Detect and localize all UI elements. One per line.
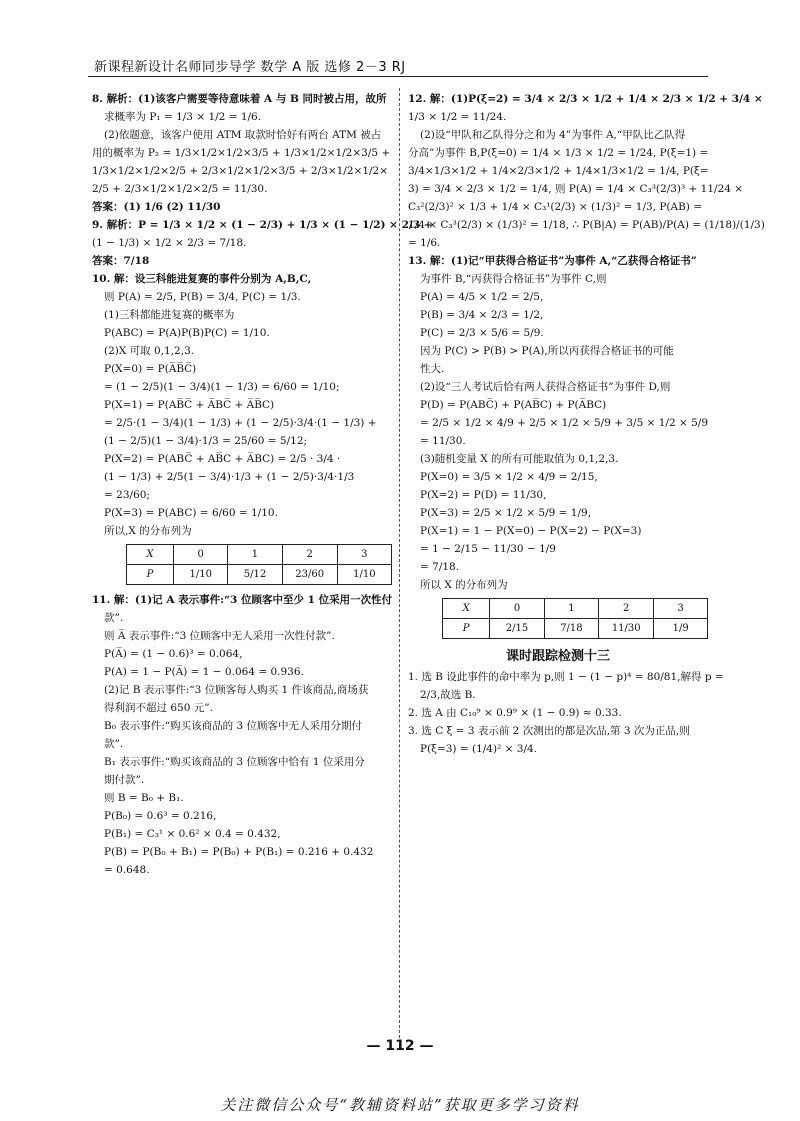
table-cell: 7/18	[544, 619, 598, 639]
table-row	[127, 545, 392, 565]
text-line: = 2/5 × 1/2 × 4/9 + 2/5 × 1/2 × 5/9 + 3/5 × 1/2 × 5/9	[420, 417, 709, 429]
text-line: (2)X 可取 0,1,2,3.	[104, 345, 195, 357]
text-line: B₁ 表示事件:“购买该商品的 3 位顾客中恰有 1 位采用分	[104, 756, 365, 768]
table-cell: 3	[654, 599, 708, 619]
text-line: 性大.	[420, 363, 445, 375]
text-line: (3)随机变量 X 的所有可能取值为 0,1,2,3.	[420, 453, 619, 465]
text-line: 3. 选 C ξ = 3 表示前 2 次测出的都是次品,第 3 次为正品,则	[408, 725, 690, 737]
text-line: 分高”为事件 B,P(ξ=0) = 1/4 × 1/3 × 1/2 = 1/24, P(ξ=1) =	[408, 147, 709, 159]
table-cell: 1/10	[337, 565, 391, 585]
text-line: = 2/5·(1 − 3/4)(1 − 1/3) + (1 − 2/5)·3/4·(1 − 1/3) +	[104, 417, 377, 429]
text-line: 8. 解析：(1)该客户需要等待意味着 A 与 B 同时被占用，故所	[92, 93, 387, 105]
text-line: P(C) = 2/3 × 5/6 = 5/9.	[420, 327, 544, 339]
text-line: 10. 解：设三科能进复赛的事件分别为 A,B,C,	[92, 273, 312, 285]
text-line: = 11/30.	[420, 435, 466, 447]
text-line: 款”.	[104, 738, 124, 750]
table-cell: 11/30	[599, 619, 654, 639]
text-line: (1 − 1/3) × 1/2 × 2/3 = 7/18.	[92, 237, 247, 249]
text-line: = 0.648.	[104, 864, 150, 876]
table-cell: P	[127, 565, 174, 585]
text-line: 2. 选 A 由 C₁₀⁹ × 0.9⁹ × (1 − 0.9) ≈ 0.33.	[408, 707, 622, 719]
text-line: P(ABC) = P(A)P(B)P(C) = 1/10.	[104, 327, 270, 339]
text-line: P(A) = 1 − P(A̅) = 1 − 0.064 = 0.936.	[104, 666, 304, 678]
text-line: P(ξ=3) = (1/4)² × 3/4.	[420, 743, 538, 755]
text-line: = (1 − 2/5)(1 − 3/4)(1 − 1/3) = 6/60 = 1/10;	[104, 381, 340, 393]
text-line: P(X=3) = P(ABC) = 6/60 = 1/10.	[104, 507, 278, 519]
footer-note: 关注微信公众号“教辅资料站”获取更多学习资料	[220, 1096, 580, 1114]
text-line: = 23/60;	[104, 489, 150, 501]
text-line: P(B₁) = C₃¹ × 0.6² × 0.4 = 0.432,	[104, 828, 281, 840]
text-line: P(X=3) = 2/5 × 1/2 × 5/9 = 1/9,	[420, 507, 592, 519]
text-line: P(X=2) = P(D) = 11/30,	[420, 489, 547, 501]
text-line: 答案：7/18	[92, 255, 150, 267]
table-cell: 1/9	[654, 619, 708, 639]
text-line: 1/4 × C₃³(2/3) × (1/3)² = 1/18, ∴ P(B|A) = P(AB)/P(A) = (1/18)/(1/3)	[408, 219, 765, 231]
text-line: 答案：(1) 1/6 (2) 11/30	[92, 201, 221, 213]
right-text-block-2	[408, 668, 724, 758]
text-line: P(X=1) = 1 − P(X=0) − P(X=2) − P(X=3)	[420, 525, 642, 537]
table-cell: P	[443, 619, 490, 639]
text-line: 求概率为 P₁ = 1/3 × 1/2 = 1/6.	[104, 111, 262, 123]
text-line: P(A̅) = (1 − 0.6)³ = 0.064,	[104, 648, 243, 660]
table-cell: X	[443, 599, 490, 619]
text-line: 期付款”.	[104, 774, 145, 786]
text-line: 所以 X 的分布列为	[420, 579, 508, 591]
text-line: (2)记 B 表示事件:“3 位顾客每人购买 1 件该商品,商场获	[104, 684, 369, 696]
text-line: (2)设“三人考试后恰有两人获得合格证书”为事件 D,则	[420, 381, 671, 393]
text-line: B₀ 表示事件:“购买该商品的 3 位顾客中无人采用分期付	[104, 720, 363, 732]
section-title: 课时跟踪检测十三	[505, 649, 610, 664]
text-line: C₃²(2/3)² × 1/3 + 1/4 × C₃¹(2/3) × (1/3)² = 1/3, P(AB) =	[408, 201, 703, 213]
text-line: (1 − 1/3) + 2/5(1 − 3/4)·1/3 + (1 − 2/5)·3/4·1/3	[104, 471, 355, 483]
text-line: 13. 解：(1)记“甲获得合格证书”为事件 A,“乙获得合格证书”	[408, 255, 697, 267]
table-cell: 5/12	[228, 565, 282, 585]
text-line: P(X=0) = P(A̅B̅C̅)	[104, 363, 197, 375]
table-cell: 1	[544, 599, 598, 619]
table-row	[443, 599, 708, 619]
text-line: = 1/6.	[408, 237, 441, 249]
text-line: 12. 解：(1)P(ξ=2) = 3/4 × 2/3 × 1/2 + 1/4 × 2/3 × 1/2 + 3/4 ×	[408, 93, 763, 105]
text-line: (1 − 2/5)(1 − 3/4)·1/3 = 25/60 = 5/12;	[104, 435, 308, 447]
text-line: 2/5 + 2/3×1/2×1/2×2/5 = 11/30.	[92, 183, 268, 195]
text-line: 11. 解：(1)记 A 表示事件:“3 位顾客中至少 1 位采用一次性付	[92, 594, 393, 606]
text-line: 1/3 × 1/2 = 11/24.	[408, 111, 507, 123]
text-line: 所以,X 的分布列为	[104, 525, 192, 537]
text-line: 3) = 3/4 × 2/3 × 1/2 = 1/4, 则 P(A) = 1/4 × C₃³(2/3)³ + 11/24 ×	[408, 183, 744, 195]
table-row	[127, 565, 392, 585]
text-line: 用的概率为 P₂ = 1/3×1/2×1/2×3/5 + 1/3×1/2×1/2×3/5 +	[92, 147, 391, 159]
text-line: 则 B = B₀ + B₁.	[104, 792, 184, 804]
text-line: P(A) = 4/5 × 1/2 = 2/5,	[420, 291, 544, 303]
table-cell: 0	[490, 599, 544, 619]
text-line: (2)依题意，该客户使用 ATM 取款时恰好有两台 ATM 被占	[104, 129, 382, 141]
text-line: 得利润不超过 650 元”.	[104, 702, 213, 714]
table-row	[443, 619, 708, 639]
distribution-table-q13	[442, 598, 708, 639]
text-line: (1)三科都能进复赛的概率为	[104, 309, 235, 321]
right-text-block-1	[408, 90, 765, 594]
text-line: 3/4×1/3×1/2 + 1/4×2/3×1/2 + 1/4×1/3×1/2 = 1/4, P(ξ=	[408, 165, 709, 177]
text-line: (2)设“甲队和乙队得分之和为 4”为事件 A,“甲队比乙队得	[420, 129, 686, 141]
text-line: = 7/18.	[420, 561, 460, 573]
left-text-block-2	[92, 591, 392, 879]
text-line: P(D) = P(ABC̅) + P(AB̅C) + P(A̅BC)	[420, 399, 607, 411]
column-divider	[399, 88, 400, 1048]
text-line: P(X=0) = 3/5 × 1/2 × 4/9 = 2/15,	[420, 471, 598, 483]
page-header	[88, 50, 708, 77]
table-cell: 3	[337, 545, 391, 565]
text-line: 1/3×1/2×1/2×2/5 + 2/3×1/2×1/2×3/5 + 2/3×1/2×1/2×	[92, 165, 389, 177]
table-cell: 1	[228, 545, 282, 565]
text-line: 则 P(A) = 2/5, P(B) = 3/4, P(C) = 1/3.	[104, 291, 301, 303]
table-cell: 2	[282, 545, 337, 565]
right-column	[408, 90, 765, 758]
header-title: 新课程新设计名师同步导学 数学 A 版 选修 2－3 RJ	[94, 60, 406, 75]
text-line: P(B) = P(B₀ + B₁) = P(B₀) + P(B₁) = 0.216 + 0.432	[104, 846, 374, 858]
text-line: P(B₀) = 0.6³ = 0.216,	[104, 810, 217, 822]
text-line: = 1 − 2/15 − 11/30 − 1/9	[420, 543, 556, 555]
table-cell: 1/10	[174, 565, 228, 585]
table-cell: 23/60	[282, 565, 337, 585]
text-line: P(X=2) = P(ABC̅ + AB̅C + A̅BC) = 2/5 · 3/4 ·	[104, 453, 341, 465]
distribution-table-q10	[126, 544, 392, 585]
page-number: — 112 —	[366, 1038, 434, 1054]
table-cell: X	[127, 545, 174, 565]
text-line: 则 A̅ 表示事件:“3 位顾客中无人采用一次性付款”.	[104, 630, 335, 642]
text-line: 因为 P(C) > P(B) > P(A),所以丙获得合格证书的可能	[420, 345, 674, 357]
text-line: 为事件 B,“丙获得合格证书”为事件 C,则	[420, 273, 607, 285]
text-line: 1. 选 B 设此事件的命中率为 p,则 1 − (1 − p)⁴ = 80/81,解得 p =	[408, 671, 724, 683]
table-cell: 2/15	[490, 619, 544, 639]
text-line: 9. 解析：P = 1/3 × 1/2 × (1 − 2/3) + 1/3 × (1 − 1/2) × 2/3 +	[92, 219, 433, 231]
text-line: 款”.	[104, 612, 124, 624]
text-line: P(X=1) = P(AB̅C̅ + A̅BC̅ + A̅B̅C)	[104, 399, 275, 411]
table-cell: 0	[174, 545, 228, 565]
table-cell: 2	[599, 599, 654, 619]
text-line: 2/3,故选 B.	[420, 689, 476, 701]
text-line: P(B) = 3/4 × 2/3 = 1/2,	[420, 309, 544, 321]
